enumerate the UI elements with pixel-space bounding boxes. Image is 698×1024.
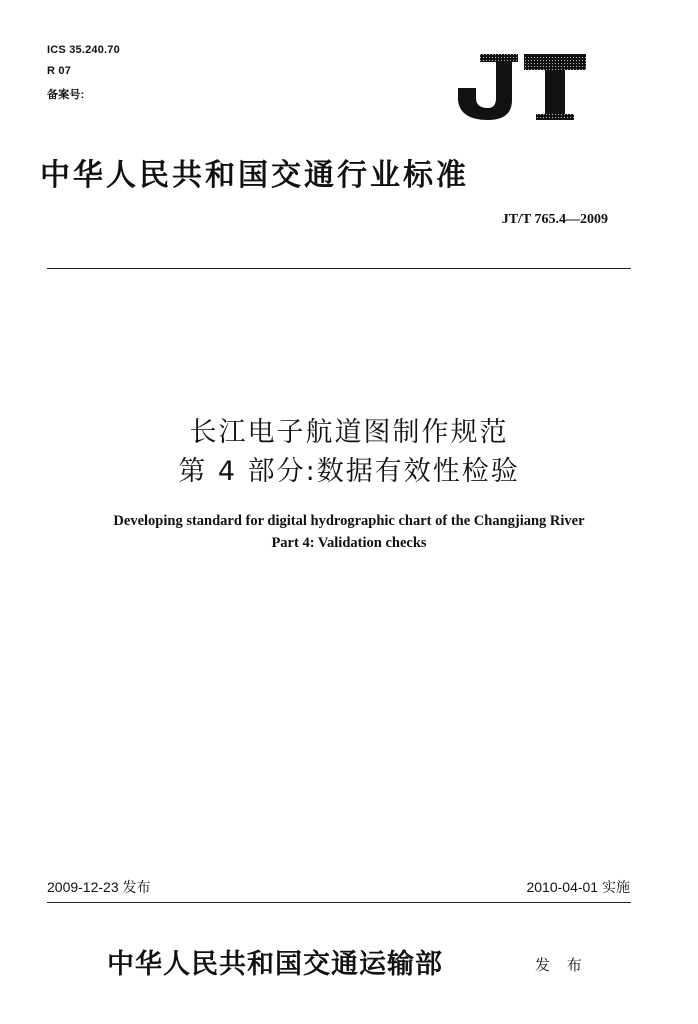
divider-top bbox=[47, 268, 631, 269]
record-number-label: 备案号: bbox=[47, 89, 85, 101]
standard-number: JT/T 765.4—2009 bbox=[501, 212, 608, 227]
title-zh-line2: 第 4 部分:数据有效性检验 bbox=[178, 456, 520, 487]
implementation-date: 2010-04-01 实施 bbox=[526, 879, 630, 895]
title-en-line1: Developing standard for digital hydrographic chart of the Changjiang River bbox=[113, 513, 585, 529]
standard-category: 中华人民共和国交通行业标准 bbox=[40, 158, 469, 193]
ics-code: ICS 35.240.70 bbox=[47, 44, 120, 56]
divider-bottom bbox=[47, 902, 631, 903]
issue-date: 2009-12-23 发布 bbox=[47, 879, 151, 895]
title-zh-line1: 长江电子航道图制作规范 bbox=[189, 417, 509, 448]
jt-logo bbox=[452, 50, 588, 122]
title-en-line2: Part 4: Validation checks bbox=[271, 535, 427, 551]
classification-code: R 07 bbox=[47, 65, 72, 77]
logo-text: JT bbox=[452, 50, 453, 51]
publish-label: 发 布 bbox=[535, 956, 588, 974]
publisher-name: 中华人民共和国交通运输部 bbox=[107, 949, 443, 980]
